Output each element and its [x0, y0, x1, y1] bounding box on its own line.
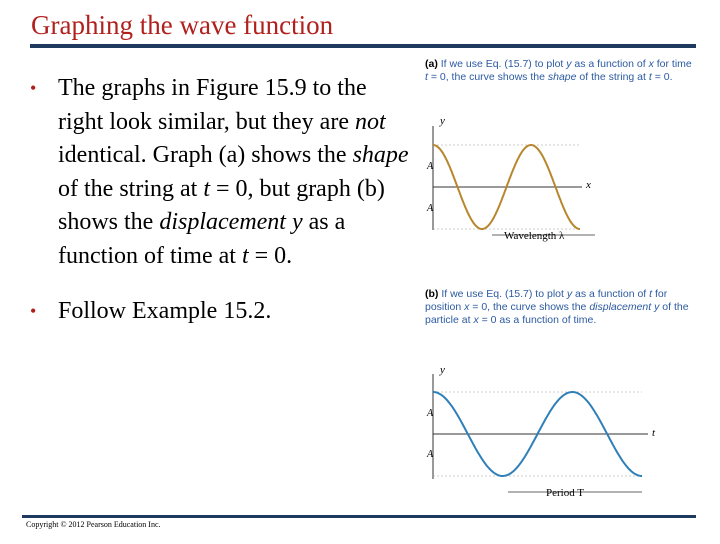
- text-run: as a function of: [572, 288, 650, 300]
- text-run: as a function of time at: [58, 209, 346, 269]
- text-run: t: [425, 71, 428, 83]
- bullet-text: [58, 298, 271, 324]
- text-run: If we use Eq. (15.7) to plot: [437, 58, 567, 70]
- figure-15-9: [420, 52, 710, 502]
- footer-divider: [22, 515, 696, 518]
- slide-title: Graphing the wave function: [31, 10, 334, 40]
- title-divider: [30, 44, 696, 48]
- graph-a-period-label: Wavelength λ: [504, 230, 565, 242]
- text-run: y: [566, 58, 572, 70]
- text-run: t: [648, 71, 652, 83]
- bullet-dot-icon: •: [30, 78, 37, 98]
- graph-b-amplitude-label-top: A: [427, 408, 434, 419]
- text-run: = 0, the curve shows the: [427, 71, 548, 83]
- text-run: The graphs in Figure 15.9 to the right look similar, but they are: [58, 75, 367, 135]
- graph-b-y-label: y: [440, 364, 445, 376]
- graph-b-period-label: Period T: [546, 487, 584, 499]
- caption-a-text: [425, 58, 692, 83]
- graph-a-x-label: x: [586, 179, 591, 191]
- text-run: x: [648, 58, 654, 70]
- bullet-item: [30, 72, 410, 273]
- text-run: t: [203, 175, 210, 202]
- text-run: not: [354, 108, 386, 135]
- text-run: = 0, the curve shows the: [469, 301, 590, 313]
- text-run: t: [649, 288, 653, 300]
- bullet-item: [30, 295, 410, 329]
- text-run: displacement y: [159, 209, 303, 235]
- caption-b: [425, 288, 695, 327]
- text-run: for time: [653, 58, 692, 70]
- text-run: = 0 as a function of time.: [478, 314, 597, 326]
- text-run: = 0.: [248, 242, 293, 269]
- graph-b-amplitude-label-bottom: A: [427, 449, 434, 460]
- text-run: displacement y: [589, 301, 660, 313]
- graph-b-x-label: t: [652, 427, 656, 439]
- graph-a-y-label: y: [440, 115, 445, 127]
- bullet-text: [58, 75, 409, 269]
- caption-b-text: [425, 288, 689, 326]
- caption-a-label: (a): [425, 58, 438, 70]
- text-run: for position: [425, 288, 668, 313]
- text-run: t: [241, 242, 249, 269]
- text-run: = 0, but graph (b) shows the: [58, 175, 385, 235]
- text-run: x: [473, 314, 479, 326]
- caption-a: [425, 58, 695, 84]
- text-run: x: [464, 301, 470, 313]
- graph-a-amplitude-label-top: A: [427, 161, 434, 172]
- bullet-dot-icon: •: [30, 301, 37, 321]
- text-run: of the particle at: [425, 301, 689, 326]
- text-run: shape: [352, 142, 409, 168]
- text-run: If we use Eq. (15.7) to plot: [438, 288, 567, 300]
- text-run: as a function of: [571, 58, 649, 70]
- bullet-list: [30, 72, 410, 329]
- text-run: Follow Example 15.2.: [58, 298, 272, 324]
- text-run: = 0.: [651, 71, 673, 83]
- text-run: shape: [547, 71, 577, 83]
- text-run: of the string at: [58, 175, 204, 202]
- text-run: y: [566, 288, 573, 300]
- copyright-footer: Copyright © 2012 Pearson Education Inc.: [26, 520, 161, 529]
- text-run: of the string at: [576, 71, 649, 83]
- caption-b-label: (b): [425, 288, 439, 300]
- text-run: identical. Graph (a) shows the: [58, 142, 353, 168]
- graph-a-amplitude-label-bottom: A: [427, 203, 434, 214]
